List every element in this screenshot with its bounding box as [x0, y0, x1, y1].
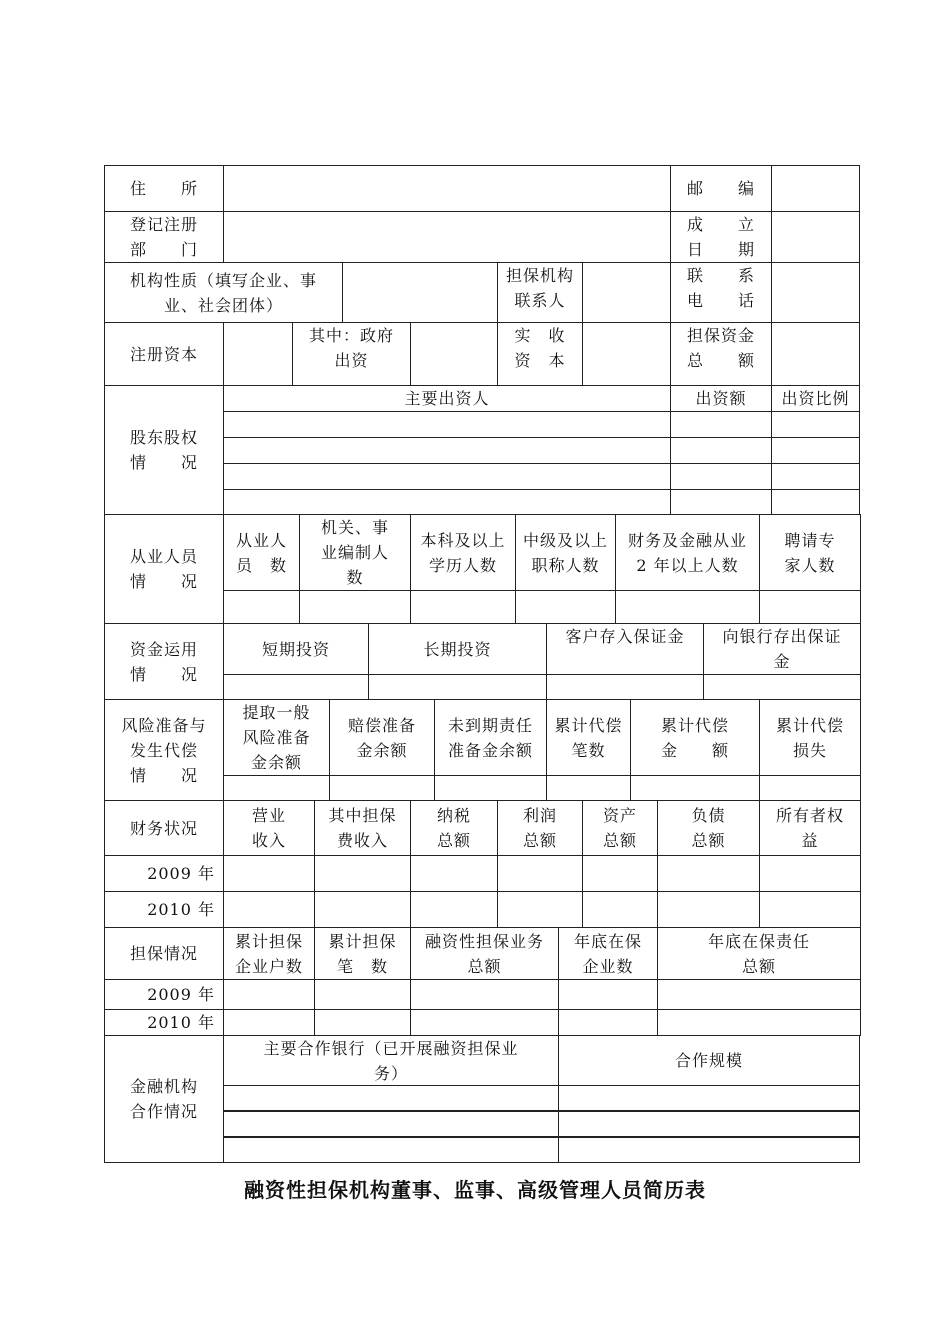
finance-value[interactable]	[410, 855, 498, 892]
guarantee-year-2: 2010 年	[104, 1009, 224, 1036]
shareholder-row-investor[interactable]	[223, 463, 671, 490]
finance-col-4: 利润 总额	[497, 800, 583, 856]
finance-col-2: 其中担保 费收入	[314, 800, 411, 856]
guarantee-value[interactable]	[410, 979, 559, 1010]
finance-value[interactable]	[223, 855, 315, 892]
shareholder-row-ratio[interactable]	[771, 463, 860, 490]
risk-col-1: 提取一般 风险准备 金余额	[223, 699, 330, 776]
finance-col-1: 营业 收入	[223, 800, 315, 856]
risk-col-2: 赔偿准备 金余额	[329, 699, 435, 776]
finance-label: 财务状况	[104, 800, 224, 856]
contact-phone-label: 联 系 电 话	[670, 262, 772, 323]
risk-col-5: 累计代偿 金 额	[630, 699, 760, 776]
staff-col-1: 从业人 员 数	[223, 514, 300, 591]
next-form-title: 融资性担保机构董事、监事、高级管理人员简历表	[244, 1178, 706, 1202]
paid-in-capital-label: 实 收 资 本	[497, 322, 583, 386]
postcode-label: 邮 编	[670, 165, 772, 212]
shareholder-row-amount[interactable]	[670, 411, 772, 438]
guarantee-value[interactable]	[314, 1009, 411, 1036]
funds-col-2: 长期投资	[368, 623, 547, 675]
risk-col-4: 累计代偿 笔数	[546, 699, 631, 776]
staff-value-4[interactable]	[515, 590, 616, 624]
guarantee-col-5: 年底在保责任 总额	[657, 927, 861, 980]
staff-value-3[interactable]	[410, 590, 516, 624]
risk-value-1[interactable]	[223, 775, 330, 801]
guarantee-value[interactable]	[558, 979, 658, 1010]
registered-capital-label: 注册资本	[104, 322, 224, 386]
shareholder-row-investor[interactable]	[223, 489, 671, 516]
cooperation-row-bank[interactable]	[223, 1085, 559, 1111]
gov-investment-field[interactable]	[410, 322, 498, 386]
shareholder-row-investor[interactable]	[223, 411, 671, 438]
finance-value[interactable]	[223, 891, 315, 928]
staff-col-4: 中级及以上 职称人数	[515, 514, 616, 591]
risk-value-6[interactable]	[759, 775, 861, 801]
staff-col-3: 本科及以上 学历人数	[410, 514, 516, 591]
shareholder-row-amount[interactable]	[670, 489, 772, 516]
guarantee-value[interactable]	[657, 979, 861, 1010]
guarantee-value[interactable]	[223, 1009, 315, 1036]
shareholder-row-investor[interactable]	[223, 437, 671, 464]
guarantee-value[interactable]	[657, 1009, 861, 1036]
finance-value[interactable]	[497, 891, 583, 928]
guarantee-label: 担保情况	[104, 927, 224, 980]
finance-col-7: 所有者权 益	[759, 800, 861, 856]
cooperation-row-scale[interactable]	[558, 1137, 860, 1163]
shareholder-row-ratio[interactable]	[771, 489, 860, 516]
funds-value-2[interactable]	[368, 674, 547, 700]
shareholder-row-ratio[interactable]	[771, 437, 860, 464]
finance-value[interactable]	[657, 891, 760, 928]
risk-label: 风险准备与 发生代偿 情 况	[104, 699, 224, 801]
org-nature-field[interactable]	[342, 262, 498, 323]
staff-value-6[interactable]	[759, 590, 861, 624]
funds-value-4[interactable]	[703, 674, 861, 700]
guarantee-fund-label: 担保资金 总 额	[670, 322, 772, 386]
staff-col-2: 机关、事 业编制人 数	[299, 514, 411, 591]
finance-col-6: 负债 总额	[657, 800, 760, 856]
funds-value-3[interactable]	[546, 674, 704, 700]
postcode-field[interactable]	[771, 165, 860, 212]
staff-col-5: 财务及金融从业 2 年以上人数	[615, 514, 760, 591]
contact-person-label: 担保机构 联系人	[497, 262, 583, 323]
staff-col-6: 聘请专 家人数	[759, 514, 861, 591]
guarantee-value[interactable]	[410, 1009, 559, 1036]
shareholder-row-ratio[interactable]	[771, 411, 860, 438]
guarantee-fund-field[interactable]	[771, 322, 860, 386]
cooperation-row-bank[interactable]	[223, 1111, 559, 1137]
col-investment-amount: 出资额	[670, 385, 772, 412]
guarantee-year-1: 2009 年	[104, 979, 224, 1010]
contact-person-field[interactable]	[582, 262, 671, 323]
finance-year-2: 2010 年	[104, 891, 224, 928]
address-field[interactable]	[223, 165, 671, 212]
shareholder-row-amount[interactable]	[670, 437, 772, 464]
funds-col-3: 客户存入保证金	[546, 623, 704, 675]
risk-col-6: 累计代偿 损失	[759, 699, 861, 776]
finance-value[interactable]	[582, 855, 658, 892]
guarantee-col-3: 融资性担保业务 总额	[410, 927, 559, 980]
cooperation-row-bank[interactable]	[223, 1137, 559, 1163]
cooperation-row-scale[interactable]	[558, 1085, 860, 1111]
col-cooperation-scale: 合作规模	[558, 1035, 860, 1086]
cooperation-row-scale[interactable]	[558, 1111, 860, 1137]
established-date-field[interactable]	[771, 211, 860, 263]
risk-value-5[interactable]	[630, 775, 760, 801]
finance-value[interactable]	[314, 891, 411, 928]
finance-value[interactable]	[314, 855, 411, 892]
registration-dept-field[interactable]	[223, 211, 671, 263]
col-investment-ratio: 出资比例	[771, 385, 860, 412]
guarantee-col-4: 年底在保 企业数	[558, 927, 658, 980]
cooperation-label: 金融机构 合作情况	[104, 1035, 224, 1163]
guarantee-value[interactable]	[558, 1009, 658, 1036]
finance-value[interactable]	[657, 855, 760, 892]
gov-investment-label: 其中：政府 出资	[292, 322, 411, 386]
paid-in-capital-field[interactable]	[582, 322, 671, 386]
guarantee-col-2: 累计担保 笔 数	[314, 927, 411, 980]
risk-value-3[interactable]	[434, 775, 547, 801]
shareholder-row-amount[interactable]	[670, 463, 772, 490]
staff-value-5[interactable]	[615, 590, 760, 624]
finance-value[interactable]	[759, 891, 861, 928]
col-main-investor: 主要出资人	[223, 385, 671, 412]
finance-value[interactable]	[759, 855, 861, 892]
staff-label: 从业人员 情 况	[104, 514, 224, 624]
funds-col-4: 向银行存出保证 金	[703, 623, 861, 675]
finance-year-1: 2009 年	[104, 855, 224, 892]
finance-col-5: 资产 总额	[582, 800, 658, 856]
col-main-cooperating-bank: 主要合作银行（已开展融资担保业 务）	[223, 1035, 559, 1086]
finance-value[interactable]	[410, 891, 498, 928]
funds-col-1: 短期投资	[223, 623, 369, 675]
registered-capital-field[interactable]	[223, 322, 293, 386]
guarantee-col-1: 累计担保 企业户数	[223, 927, 315, 980]
org-nature-label: 机构性质（填写企业、事 业、社会团体）	[104, 262, 343, 323]
funds-label: 资金运用 情 况	[104, 623, 224, 700]
risk-value-2[interactable]	[329, 775, 435, 801]
staff-value-1[interactable]	[223, 590, 300, 624]
funds-value-1[interactable]	[223, 674, 369, 700]
established-date-label: 成 立 日 期	[670, 211, 772, 263]
staff-value-2[interactable]	[299, 590, 411, 624]
registration-dept-label: 登记注册 部 门	[104, 211, 224, 263]
risk-col-3: 未到期责任 准备金余额	[434, 699, 547, 776]
guarantee-value[interactable]	[314, 979, 411, 1010]
contact-phone-field[interactable]	[771, 262, 860, 323]
finance-col-3: 纳税 总额	[410, 800, 498, 856]
address-label: 住 所	[104, 165, 224, 212]
risk-value-4[interactable]	[546, 775, 631, 801]
finance-value[interactable]	[582, 891, 658, 928]
finance-value[interactable]	[497, 855, 583, 892]
guarantee-value[interactable]	[223, 979, 315, 1010]
shareholders-label: 股东股权 情 况	[104, 385, 224, 515]
